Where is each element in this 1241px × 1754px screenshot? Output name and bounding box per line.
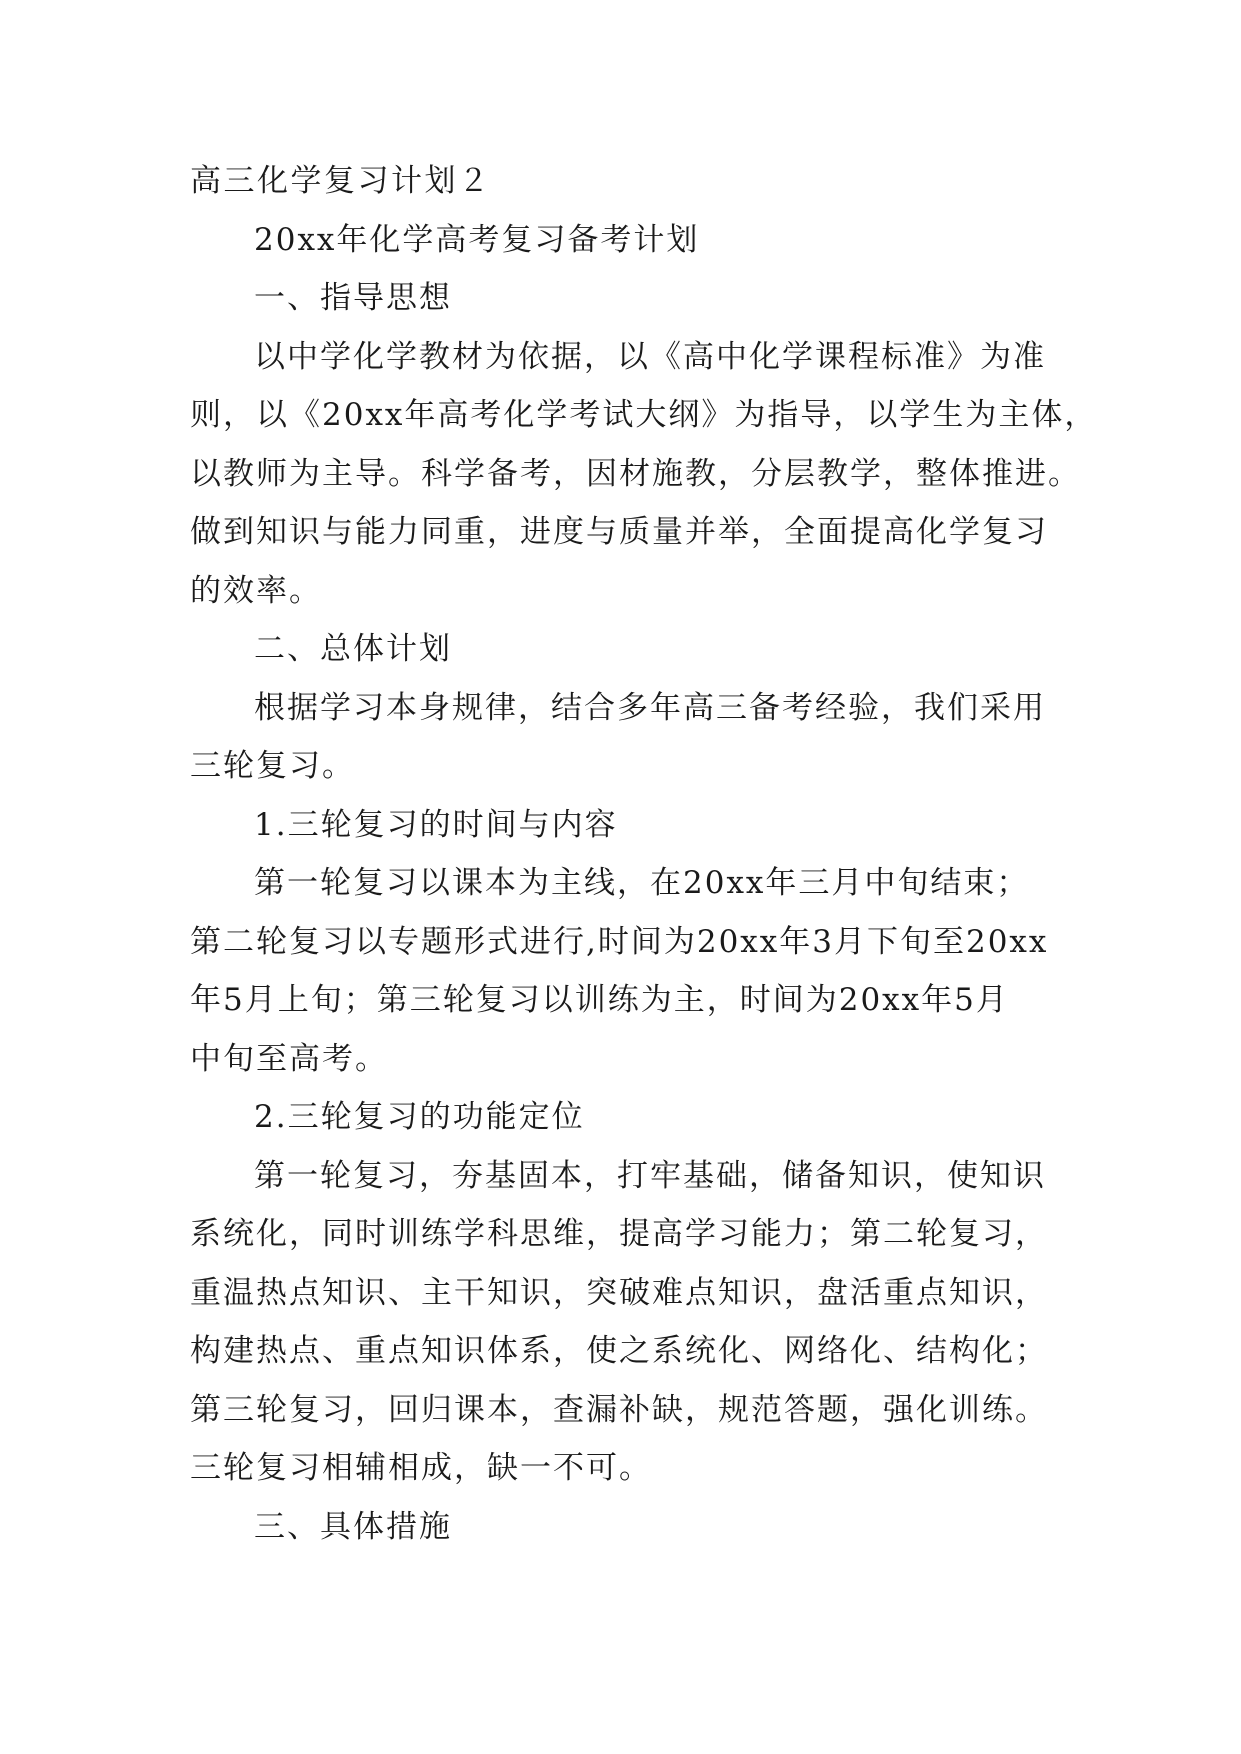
subsection-heading: 1.三轮复习的时间与内容 (254, 806, 618, 843)
paragraph-line: 则，以《20xx年高考化学考试大纲》为指导，以学生为主体， (190, 397, 1098, 433)
paragraph-line: 系统化，同时训练学科思维，提高学习能力；第二轮复习， (190, 1216, 1048, 1252)
paragraph-line: 第一轮复习以课本为主线，在20xx年三月中旬结束； (254, 865, 1030, 901)
paragraph-line: 以教师为主导。科学备考，因材施教，分层教学，整体推进。 (190, 455, 1081, 492)
paragraph-line: 三轮复习相辅相成，缺一不可。 (190, 1450, 652, 1486)
paragraph-line: 第一轮复习，夯基固本，打牢基础，储备知识，使知识 (254, 1157, 1046, 1194)
paragraph-line: 做到知识与能力同重，进度与质量并举，全面提高化学复习 (190, 514, 1048, 550)
paragraph-line: 第二轮复习以专题形式进行,时间为20xx年3月下旬至20xx (190, 923, 1049, 960)
subsection-heading: 2.三轮复习的功能定位 (254, 1099, 585, 1135)
paragraph-line: 第三轮复习，回归课本，查漏补缺，规范答题，强化训练。 (190, 1391, 1048, 1428)
document-title: 高三化学复习计划２ (190, 163, 492, 199)
paragraph-line: 构建热点、重点知识体系，使之系统化、网络化、结构化； (190, 1333, 1048, 1369)
paragraph-line: 中旬至高考。 (190, 1040, 388, 1077)
paragraph-line: 年5月上旬；第三轮复习以训练为主，时间为20xx年5月 (190, 982, 1009, 1018)
section-heading: 一、指导思想 (254, 280, 452, 316)
paragraph-line: 重温热点知识、主干知识，突破难点知识，盘活重点知识， (190, 1274, 1048, 1311)
document-subtitle: 20xx年化学高考复习备考计划 (254, 221, 700, 258)
paragraph-line: 的效率。 (190, 572, 322, 609)
paragraph-line: 以中学化学教材为依据，以《高中化学课程标准》为准 (254, 338, 1046, 375)
document-page (190, 152, 1098, 1556)
section-heading: 二、总体计划 (254, 631, 452, 667)
section-heading: 三、具体措施 (254, 1508, 452, 1545)
paragraph-line: 根据学习本身规律，结合多年高三备考经验，我们采用 (254, 689, 1046, 726)
paragraph-line: 三轮复习。 (190, 748, 355, 784)
